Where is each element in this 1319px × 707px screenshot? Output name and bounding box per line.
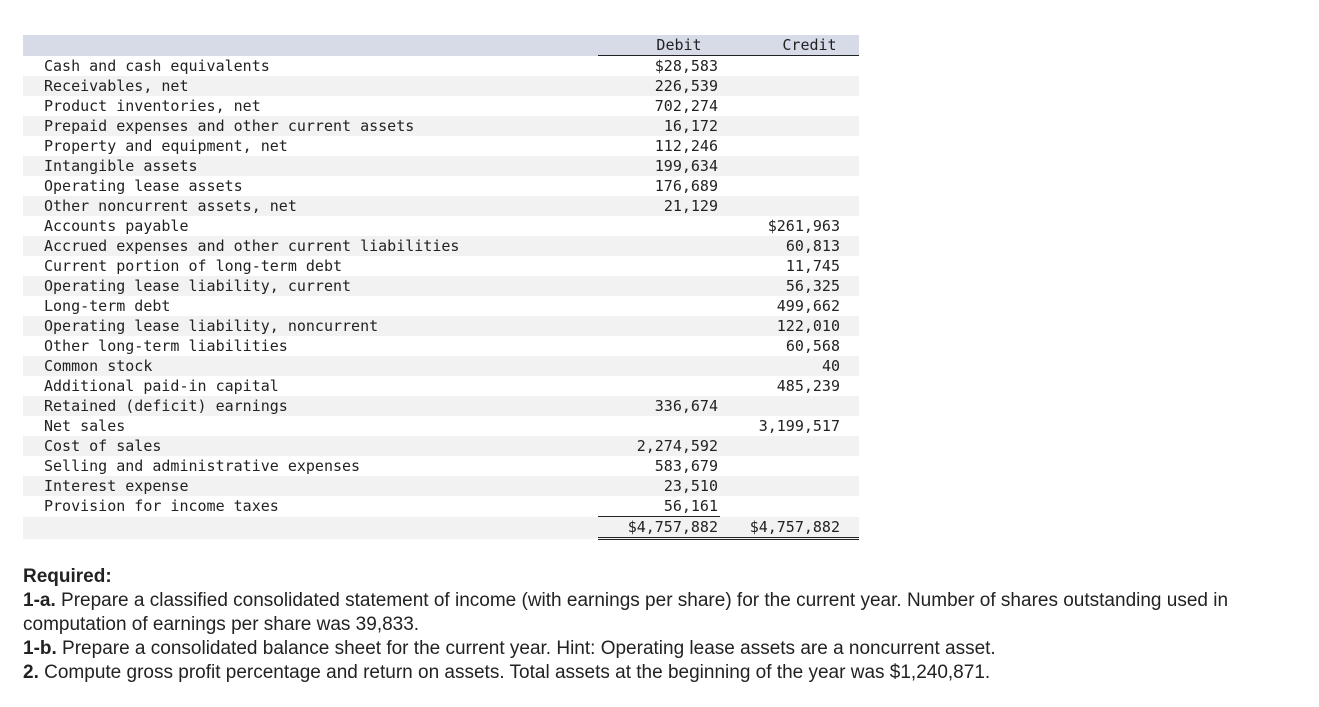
row-label: Cash and cash equivalents	[44, 56, 270, 75]
row-label: Current portion of long-term debt	[44, 257, 343, 275]
row-label: Product inventories, net	[44, 97, 261, 115]
total-credit: $4,757,882	[720, 517, 859, 539]
row-credit	[720, 116, 859, 136]
row-credit: 11,745	[785, 257, 840, 275]
row-debit: 336,674	[598, 396, 720, 416]
row-debit: 56,161	[598, 496, 720, 517]
table-row	[23, 96, 859, 116]
table-row	[23, 456, 859, 476]
row-label: Retained (deficit) earnings	[23, 396, 598, 416]
required-item-2: 2. Compute gross profit percentage and return on assets. Total assets at the beginning of the year was $1,240,871.	[23, 662, 991, 683]
row-debit	[598, 296, 720, 316]
row-credit: 499,662	[776, 297, 840, 315]
table-row	[23, 336, 859, 356]
row-credit: 3,199,517	[758, 417, 840, 435]
row-debit	[598, 216, 720, 236]
row-debit	[598, 276, 720, 296]
row-credit	[720, 196, 859, 216]
table-row	[23, 276, 859, 296]
row-debit	[598, 416, 720, 436]
row-credit: 56,325	[720, 276, 859, 296]
table-row	[23, 176, 859, 196]
table-row	[23, 356, 859, 376]
row-label: Accrued expenses and other current liabilities	[23, 236, 598, 256]
row-label: Other long-term liabilities	[44, 337, 288, 355]
row-label: Operating lease liability, noncurrent	[23, 316, 598, 336]
required-title: Required:	[23, 566, 112, 587]
table-header-row	[23, 35, 859, 56]
table-row	[23, 136, 859, 156]
row-debit: 226,539	[598, 76, 720, 96]
row-debit: 23,510	[598, 476, 720, 496]
table-row	[23, 56, 859, 77]
row-credit	[720, 436, 859, 456]
header-blank	[23, 35, 598, 56]
row-credit: 60,813	[720, 236, 859, 256]
row-credit	[720, 176, 859, 196]
table-row	[23, 376, 859, 396]
row-label: Operating lease assets	[44, 177, 243, 195]
row-label: Provision for income taxes	[44, 497, 279, 516]
row-debit: $28,583	[654, 57, 718, 75]
row-debit: 2,274,592	[598, 436, 720, 456]
row-label: Selling and administrative expenses	[44, 457, 361, 475]
total-debit: $4,757,882	[598, 517, 720, 539]
row-debit	[598, 316, 720, 336]
table-row	[23, 496, 859, 517]
row-credit: 485,239	[776, 377, 840, 395]
row-label: Net sales	[44, 417, 126, 435]
row-credit: $261,963	[767, 217, 840, 235]
table-row	[23, 396, 859, 416]
row-credit	[720, 96, 859, 116]
table-row	[23, 416, 859, 436]
row-debit: 16,172	[598, 116, 720, 136]
trial-balance-table	[23, 35, 859, 540]
header-credit: Credit	[720, 35, 859, 56]
row-debit: 702,274	[654, 97, 718, 115]
row-credit: 122,010	[720, 316, 859, 336]
row-credit	[720, 56, 859, 77]
row-label: Additional paid-in capital	[44, 377, 279, 395]
row-label: Property and equipment, net	[44, 137, 288, 155]
row-debit: 199,634	[598, 156, 720, 176]
row-credit	[720, 136, 859, 156]
required-section	[23, 565, 1303, 685]
required-item-1a: 1-a. Prepare a classified consolidated statement of income (with earnings per share) for the current year. Number of shares outstanding used in computation of earnings per share was 39,833.	[23, 590, 1229, 635]
row-credit	[720, 76, 859, 96]
row-debit: 112,246	[654, 137, 718, 155]
row-credit	[720, 476, 859, 496]
row-label: Intangible assets	[23, 156, 598, 176]
row-label: Cost of sales	[23, 436, 598, 456]
table-row	[23, 296, 859, 316]
row-credit	[720, 456, 859, 476]
totals-row	[23, 517, 859, 539]
row-label: Operating lease liability, current	[23, 276, 598, 296]
required-item-1b: 1-b. Prepare a consolidated balance sheet for the current year. Hint: Operating lease assets are a noncurrent asset.	[23, 638, 996, 659]
row-debit	[598, 376, 720, 396]
row-debit: 21,129	[598, 196, 720, 216]
row-label: Accounts payable	[44, 217, 189, 235]
table-row	[23, 196, 859, 216]
row-debit: 176,689	[654, 177, 718, 195]
row-credit: 40	[720, 356, 859, 376]
row-label: Interest expense	[23, 476, 598, 496]
table-row	[23, 256, 859, 276]
row-label: Receivables, net	[23, 76, 598, 96]
table-row	[23, 76, 859, 96]
row-credit	[720, 396, 859, 416]
table-row	[23, 156, 859, 176]
table-row	[23, 216, 859, 236]
row-debit	[598, 336, 720, 356]
row-credit: 60,568	[785, 337, 840, 355]
header-debit: Debit	[598, 35, 720, 56]
table-row	[23, 236, 859, 256]
row-label: Other noncurrent assets, net	[23, 196, 598, 216]
table-row	[23, 436, 859, 456]
totals-label	[23, 517, 598, 539]
row-debit	[598, 236, 720, 256]
row-credit	[720, 156, 859, 176]
table-row	[23, 476, 859, 496]
row-debit	[598, 256, 720, 276]
row-label: Long-term debt	[44, 297, 171, 315]
table-row	[23, 316, 859, 336]
row-debit: 583,679	[654, 457, 718, 475]
row-debit	[598, 356, 720, 376]
row-credit	[720, 496, 859, 517]
row-label: Common stock	[23, 356, 598, 376]
table-row	[23, 116, 859, 136]
row-label: Prepaid expenses and other current assets	[23, 116, 598, 136]
